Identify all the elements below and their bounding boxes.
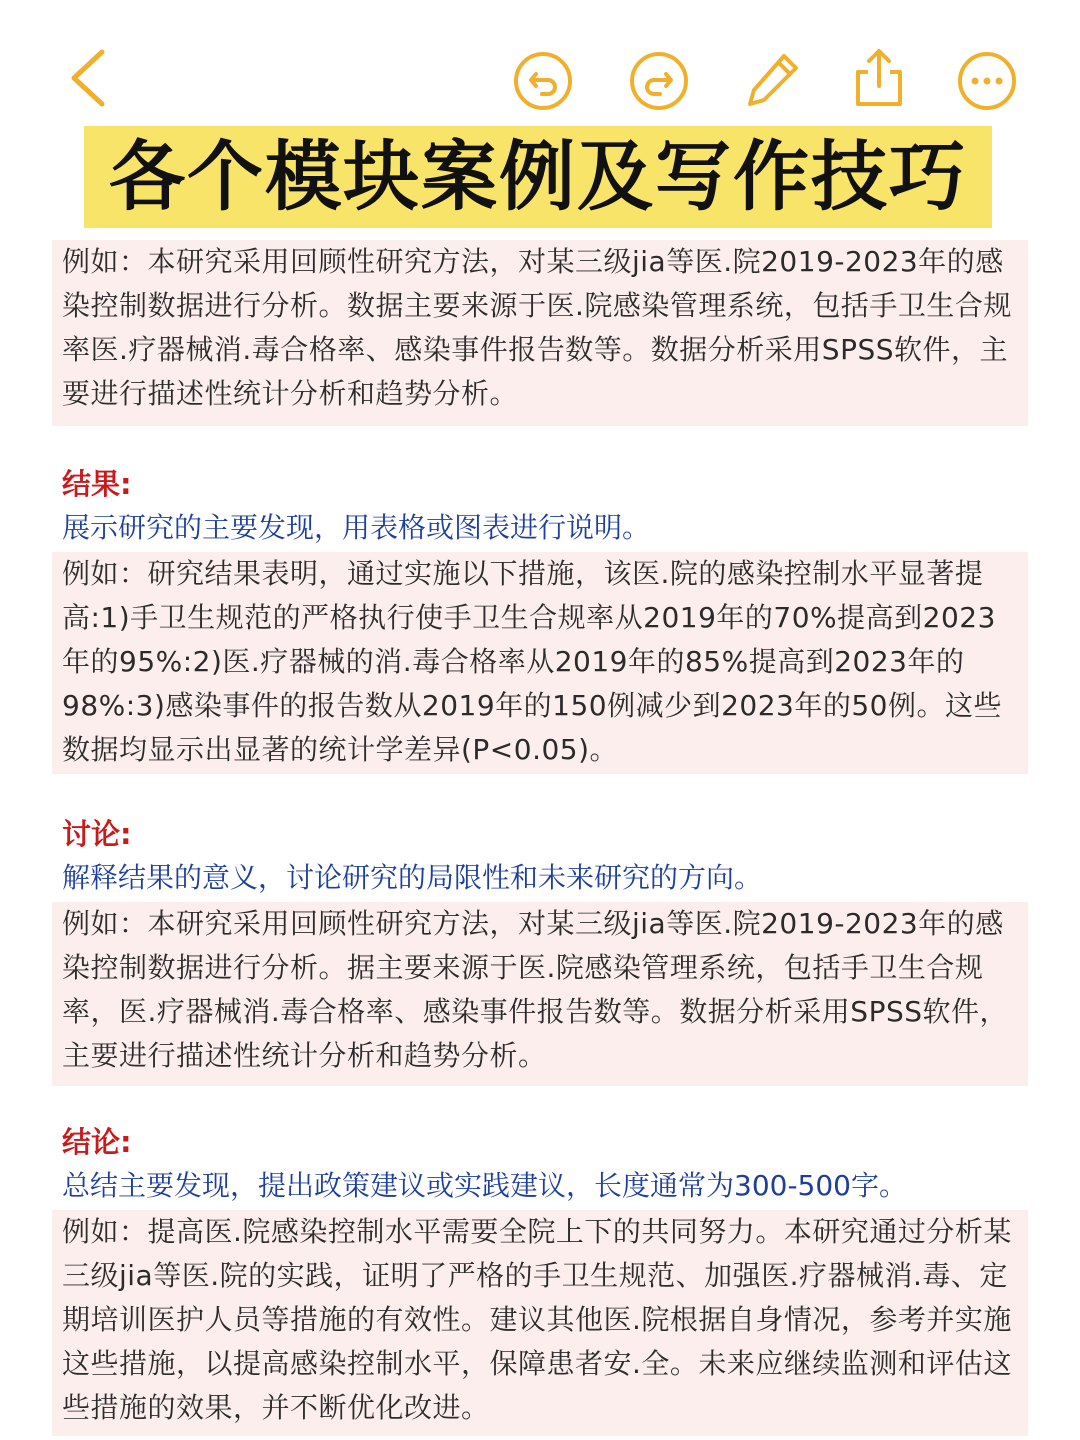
section-description-results: 展示研究的主要发现，用表格或图表进行说明。 (62, 511, 651, 544)
share-icon[interactable] (850, 46, 908, 110)
undo-icon[interactable] (512, 50, 574, 112)
back-icon[interactable] (62, 46, 118, 110)
example-box (52, 902, 1028, 1086)
section-description-discussion: 解释结果的意义，讨论研究的局限性和未来研究的方向。 (62, 861, 763, 894)
example-text: 例如：提高医.院感染控制水平需要全院上下的共同努力。本研究通过分析某三级jia等医.院的实践，证明了严格的手卫生规范、加强医.疗器械消.毒、定期培训医护人员等措施的有效性。建议其他医.院根据自身情况，参考并实施这些措施，以提高感染控制水平，保障患者安.全。未来应继续监测和评估这些措施的效果，并不断优化改进。 (62, 1215, 1012, 1424)
example-text: 例如：研究结果表明，通过实施以下措施，该医.院的感染控制水平显著提高:1)手卫生规范的严格执行使手卫生合规率从2019年的70%提高到2023年的95%:2)医.疗器械的消.毒合格率从2019年的85%提高到2023年的98%:3)感染事件的报告数从2019年的150例减少到2023年的50例。这些数据均显示出显著的统计学差异(P<0.05)。 (62, 557, 1002, 766)
example-box (52, 1210, 1028, 1436)
redo-icon[interactable] (628, 50, 690, 112)
example-text: 例如：本研究采用回顾性研究方法，对某三级jia等医.院2019-2023年的感染控制数据进行分析。数据主要来源于医.院感染管理系统，包括手卫生合规率医.疗器械消.毒合格率、感染事件报告数等。数据分析采用SPSS软件，主要进行描述性统计分析和趋势分析。 (62, 245, 1012, 410)
example-box (52, 240, 1028, 426)
section-heading-conclusion: 结论: (62, 1125, 132, 1159)
more-icon[interactable] (956, 50, 1018, 112)
toolbar (0, 0, 1080, 120)
pencil-icon[interactable] (744, 50, 802, 108)
page-title: 各个模块案例及写作技巧 (109, 132, 967, 221)
section-description-conclusion: 总结主要发现，提出政策建议或实践建议，长度通常为300-500字。 (62, 1169, 907, 1202)
title-banner (84, 126, 992, 228)
example-text: 例如：本研究采用回顾性研究方法，对某三级jia等医.院2019-2023年的感染控制数据进行分析。据主要来源于医.院感染管理系统，包括手卫生合规率，医.疗器械消.毒合格率、感染事件报告数等。数据分析采用SPSS软件，主要进行描述性统计分析和趋势分析。 (62, 907, 1009, 1072)
section-heading-discussion: 讨论: (62, 817, 132, 851)
section-heading-results: 结果: (62, 467, 132, 501)
example-box (52, 552, 1028, 774)
